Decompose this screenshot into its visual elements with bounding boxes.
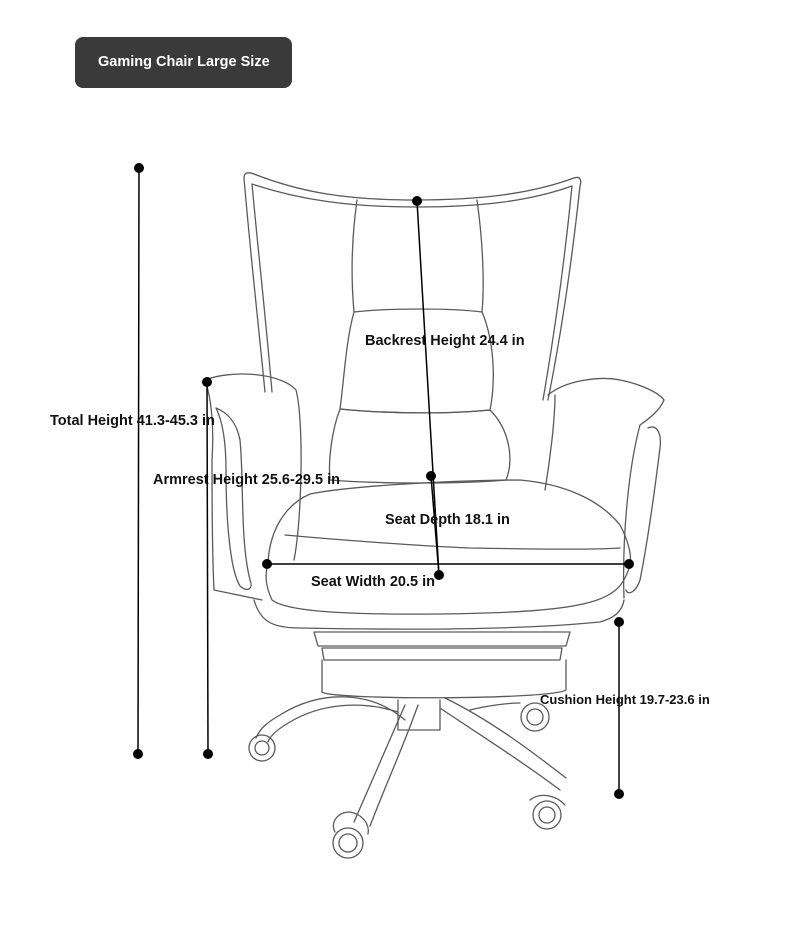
seat-width-line [262,559,634,569]
seat-width-label: Seat Width 20.5 in [311,574,435,590]
total-height-line [133,163,144,759]
armrest-height-line [202,377,213,759]
cushion-height-line [614,617,624,799]
title-text: Gaming Chair Large Size [98,54,270,70]
total-height-label: Total Height 41.3-45.3 in [50,413,215,429]
seat-depth-label: Seat Depth 18.1 in [385,512,510,528]
cushion-height-label: Cushion Height 19.7-23.6 in [540,692,710,707]
backrest-height-label: Backrest Height 24.4 in [365,333,525,349]
armrest-height-label: Armrest Height 25.6-29.5 in [153,472,340,488]
